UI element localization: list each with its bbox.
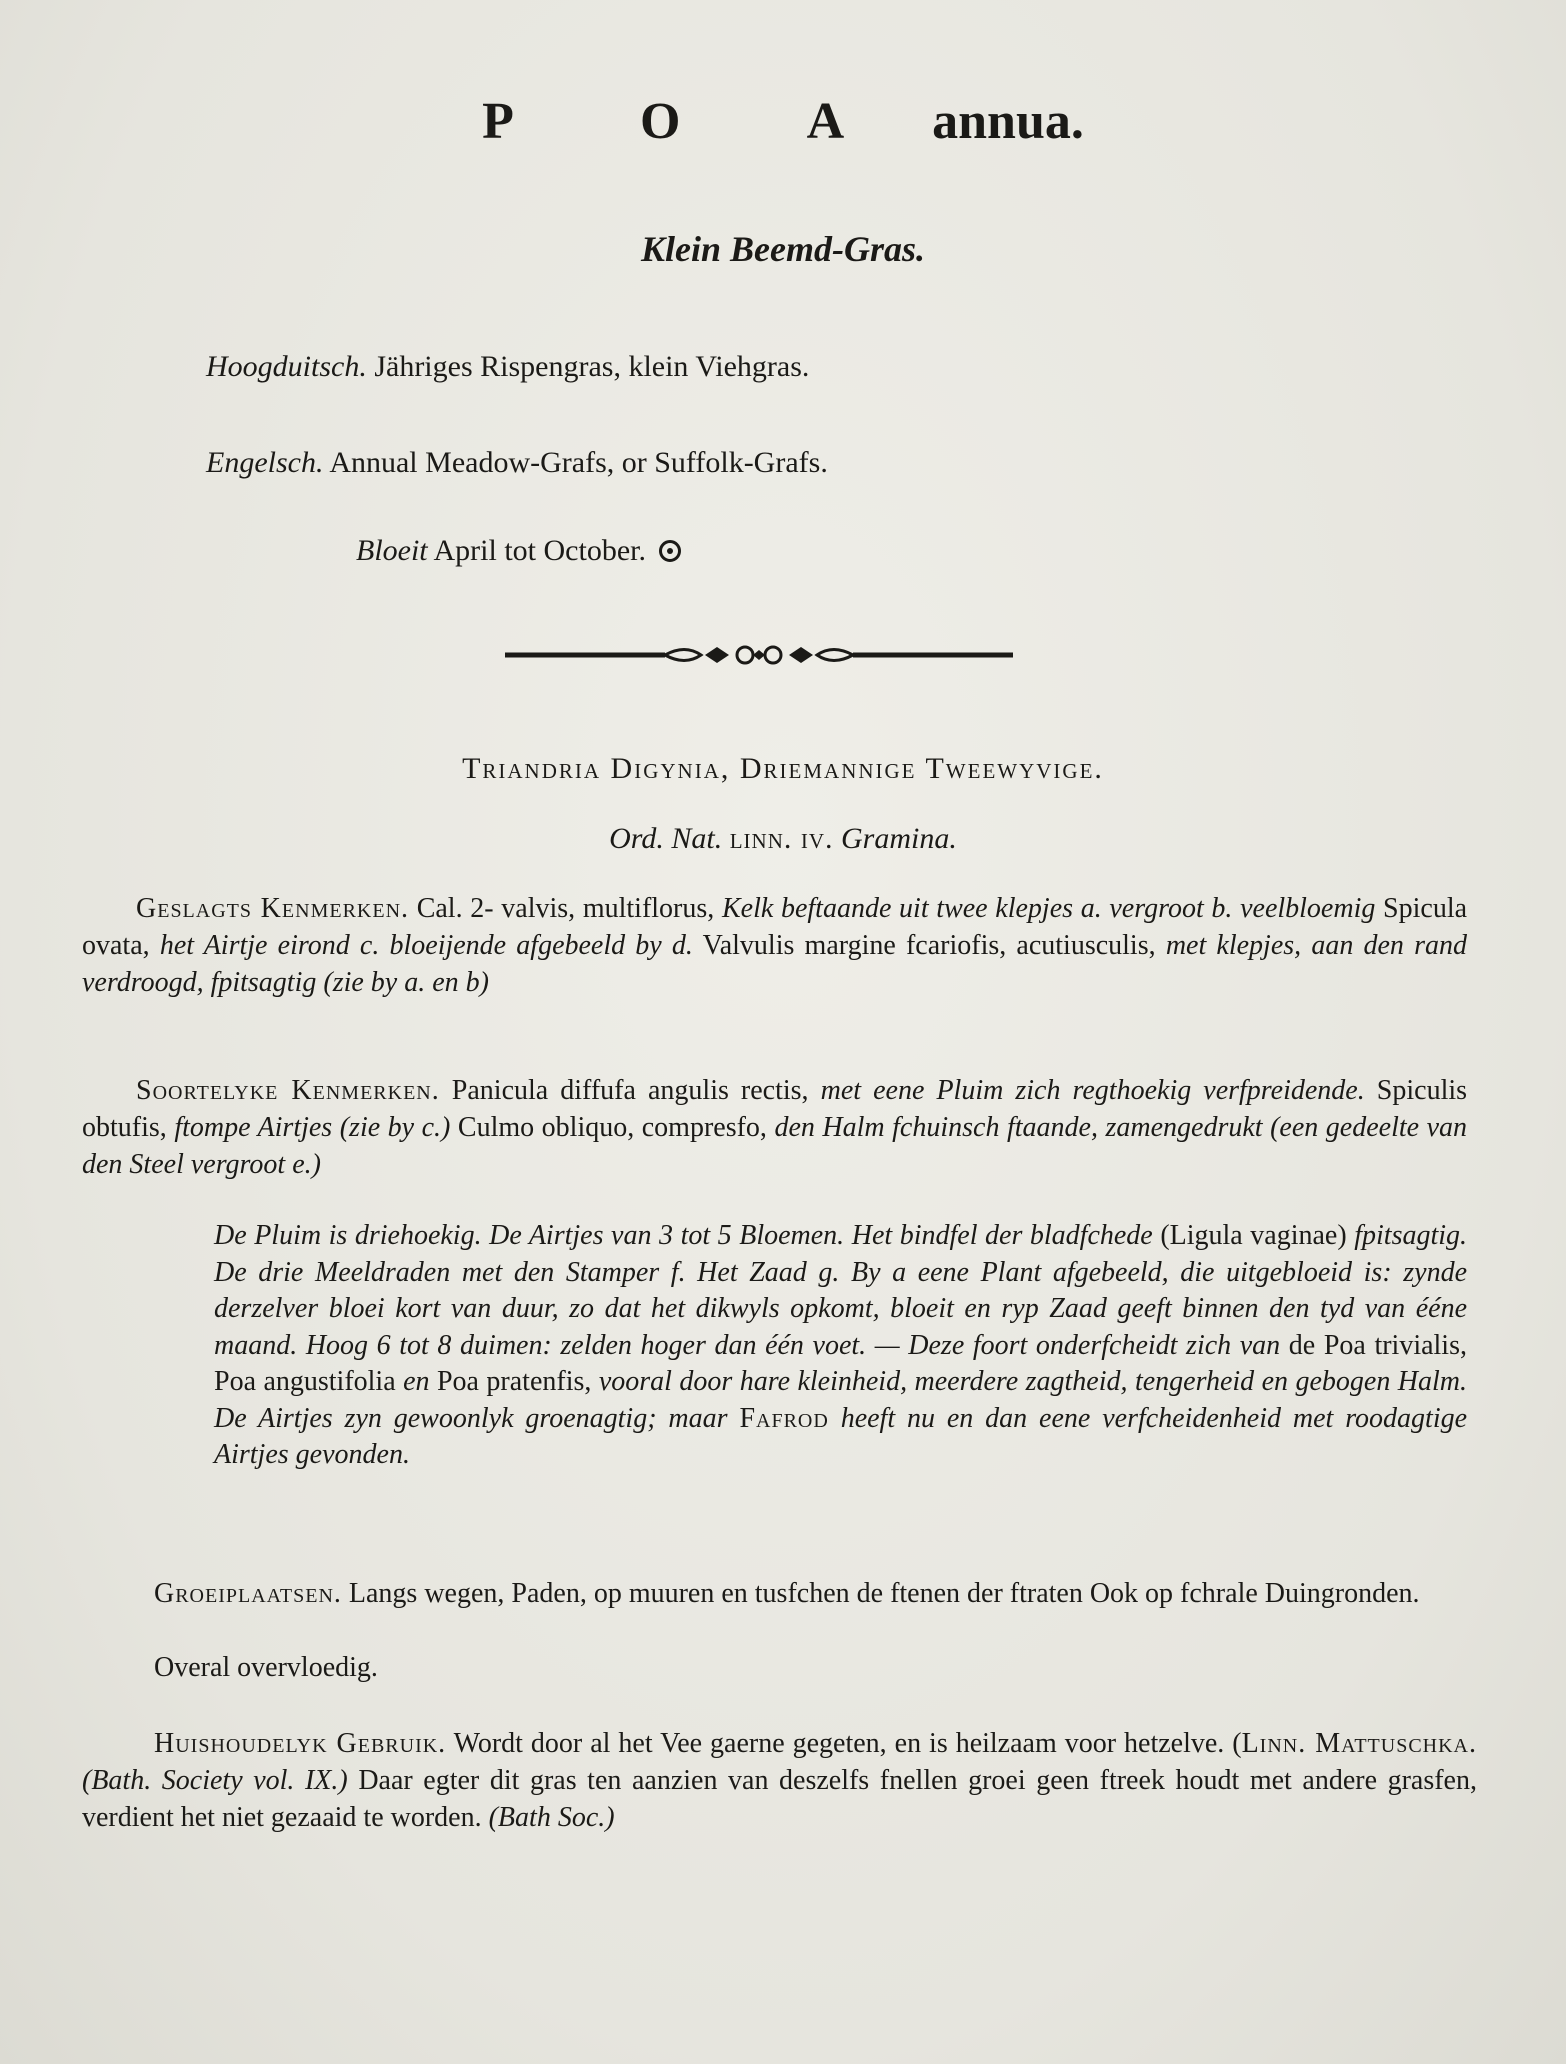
generic-characters-paragraph	[82, 890, 1467, 1001]
flowering-label: Bloeit	[356, 534, 428, 567]
specific-text-3: Culmo obliquo, compresfo,	[457, 1112, 767, 1143]
habitat-paragraph	[82, 1575, 1477, 1612]
order-linn: linn. iv.	[729, 822, 834, 855]
generic-text-2: Spicula ovata,	[82, 893, 1468, 961]
note-author: Fafrod	[739, 1402, 829, 1434]
specific-italic-2: ftompe Airtjes (zie by c.)	[174, 1112, 451, 1143]
generic-characters-heading: Geslagts Kenmerken.	[136, 893, 410, 924]
flowering-value: April tot October.	[433, 534, 646, 567]
order-label: Ord. Nat.	[609, 822, 723, 855]
abundance-line: Overal overvloedig.	[154, 1652, 378, 1683]
specific-characters-paragraph	[82, 1072, 1467, 1183]
economic-use-paragraph	[82, 1725, 1477, 1836]
annual-symbol-icon	[659, 540, 681, 562]
generic-italic-3: met klepjes, aan den rand verdroogd, fpitsagtig (zie by a. en b)	[82, 930, 1468, 998]
generic-italic-2: het Airtje eirond c. bloeijende afgebeeld by d.	[159, 930, 693, 961]
specific-characters-heading: Soortelyke Kenmerken.	[136, 1075, 440, 1106]
note-roman-3: Poa pratenfis,	[436, 1366, 592, 1397]
economic-use-heading: Huishoudelyk Gebruik.	[154, 1728, 447, 1759]
german-name-line	[206, 350, 809, 384]
species-name: annua.	[932, 93, 1084, 150]
note-text-3: en	[403, 1366, 430, 1397]
german-value: Jähriges Rispengras, klein Viehgras.	[374, 350, 810, 383]
flowering-line	[356, 534, 681, 568]
english-name-line	[206, 446, 828, 480]
ornament-divider-icon	[505, 640, 1013, 670]
economic-text-1: Wordt door al het Vee gaerne gegeten, en is heilzaam voor hetzelve. (	[453, 1728, 1242, 1759]
habitat-heading: Groeiplaatsen.	[154, 1578, 342, 1609]
generic-italic-1: Kelk beftaande uit twee klepjes a. vergroot b. veelbloemig	[721, 893, 1376, 924]
specific-italic-3: den Halm fchuinsch ftaande, zamengedrukt (een gedeelte van den Steel vergroot e.)	[82, 1112, 1468, 1180]
german-label: Hoogduitsch.	[206, 350, 367, 383]
dutch-common-name: Klein Beemd-Gras.	[641, 229, 925, 269]
linnaean-class: Triandria Digynia, Driemannige Tweewyvige.	[462, 752, 1104, 785]
order-value: Gramina.	[841, 822, 957, 855]
english-value: Annual Meadow-Grafs, or Suffolk-Grafs.	[329, 446, 828, 479]
description-note-paragraph	[214, 1218, 1467, 1474]
note-roman-1: (Ligula vaginae)	[1160, 1220, 1347, 1251]
specific-italic-1: met eene Pluim zich regthoekig verfpreidende.	[820, 1075, 1365, 1106]
note-text-5: heeft nu en dan eene verfcheidenheid met roodagtige Airtjes gevonden.	[214, 1402, 1468, 1470]
note-roman-2: de Poa trivialis, Poa angustifolia	[214, 1329, 1467, 1397]
economic-citation-2: (Bath Soc.)	[488, 1802, 615, 1833]
specific-text-1: Panicula diffufa angulis rectis,	[451, 1075, 809, 1106]
natural-order	[0, 822, 1566, 856]
habitat-text: Langs wegen, Paden, op muuren en tusfchen de ftenen der ftraten Ook op fchrale Duingronden.	[348, 1578, 1420, 1609]
generic-text-3: Valvulis margine fcariofis, acutiusculis,	[702, 930, 1156, 961]
economic-citation-1: (Bath. Society vol. IX.)	[82, 1765, 348, 1796]
note-text-4: vooral door hare kleinheid, meerdere zagtheid, tengerheid en gebogen Halm. De Airtjes zyn gewoonlyk groenagtig; maar	[214, 1366, 1468, 1434]
note-text-2: fpitsagtig. De drie Meeldraden met den Stamper f. Het Zaad g. By a eene Plant afgebeeld, die uitgebloeid is: zynde derzelver bloei kort van duur, zo dat het dikwyls opkomt, bloeit en ryp Zaad geeft binnen den tyd van ééne maand. Hoog 6 tot 8 duimen: zelden hoger dan één voet. — Deze foort onderfcheidt zich van	[214, 1220, 1468, 1361]
generic-text-1: Cal. 2- valvis, multiflorus,	[416, 893, 715, 924]
english-label: Engelsch.	[206, 446, 324, 479]
genus-name: P O A	[482, 93, 903, 150]
economic-text-2: Daar egter dit gras ten aanzien van deszelfs fnellen groei geen ftreek houdt met andere grasfen, verdient het niet gezaaid te worden.	[82, 1765, 1477, 1833]
economic-authors: Linn. Mattuschka.	[1241, 1728, 1477, 1759]
note-text-1: De Pluim is driehoekig. De Airtjes van 3 tot 5 Bloemen. Het bindfel der bladfchede	[214, 1220, 1153, 1251]
page-title	[0, 92, 1566, 151]
specific-text-2: Spiculis obtufis,	[82, 1075, 1468, 1143]
